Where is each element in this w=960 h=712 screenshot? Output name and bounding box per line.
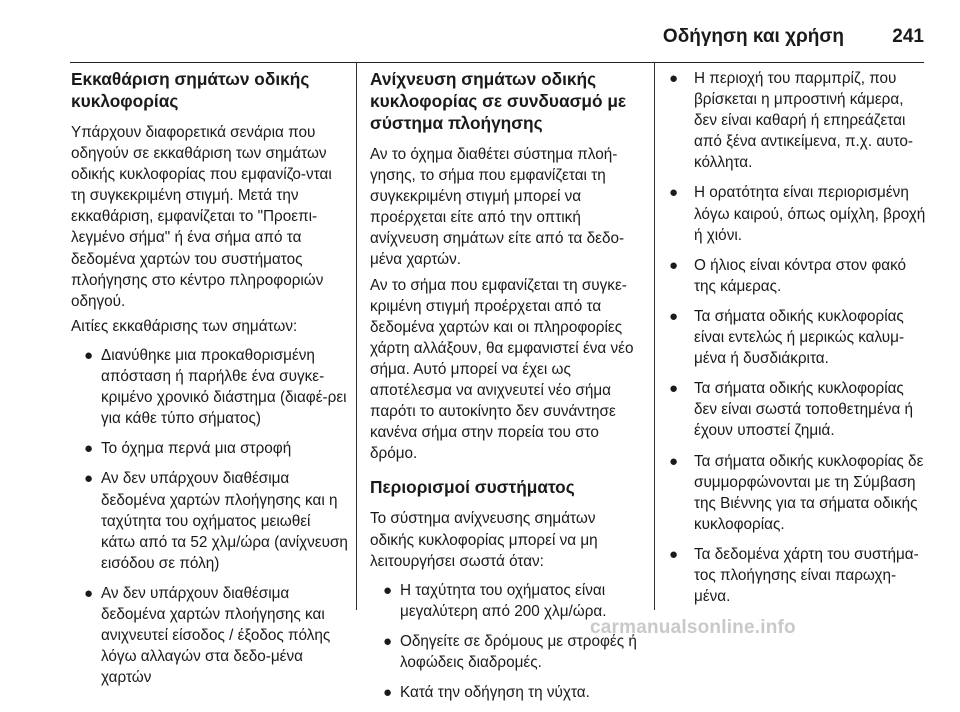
bullet-icon: ● — [84, 584, 94, 602]
list-item: ● Διανύθηκε μια προκαθορισμένη απόσταση ή παρήλθε ένα συγκε-κριμένο χρονικό διάστημα (διαφέ-ρει για κάθε τύπο σήματος) — [84, 346, 347, 428]
list-item: ● Οδηγείτε σε δρόμους με στροφές ή λοφώδεις διαδρομές. — [383, 632, 637, 671]
bullet-icon: ● — [84, 440, 94, 458]
paragraph: Αν το σήμα που εμφανίζεται τη συγκε-κριμένη στιγμή προέρχεται από τα δεδομένα χαρτών και οι πληροφορίες χάρτη αλλάξουν, θα εμφανιστεί ένα νέο σήμα. Αυτό μπορεί να έχει ως αποτέλεσμα να ανιχνευτεί νέο σήμα παρότι το αυτοκίνητο δεν συνάντησε κανένα σήμα στην πορεία του στο δρόμο. — [370, 276, 634, 463]
column-1 — [71, 68, 348, 697]
bullet-icon: ● — [669, 545, 679, 563]
header-divider — [70, 62, 924, 63]
bullet-list — [668, 68, 930, 607]
bullet-list — [71, 345, 348, 688]
bullet-icon: ● — [669, 70, 679, 87]
bullet-icon: ● — [669, 380, 679, 398]
list-item: ● Το όχημα περνά μια στροφή — [71, 438, 348, 459]
bullet-icon: ● — [84, 470, 94, 488]
bullet-icon: ● — [669, 307, 679, 325]
list-item: ● Η περιοχή του παρμπρίζ, που βρίσκεται η μπροστινή κάμερα, δεν είναι καθαρή ή επηρεάζεται από ξένα αντικείμενα, π.χ. αυτο-κόλλητα. — [669, 70, 913, 172]
bullet-list — [370, 580, 638, 703]
page-header — [70, 22, 924, 50]
heading-system-limits: Περιορισμοί συστήματος — [370, 477, 575, 498]
bullet-icon: ● — [383, 632, 393, 650]
paragraph: Αν το όχημα διαθέτει σύστημα πλοή-γησης, το σήμα που εμφανίζεται τη συγκεκριμένη στιγμή μπορεί να προέρχεται είτε από την οπτική ανίχνευση σημάτων είτε από τα δεδο-μένα χαρτών. — [370, 146, 625, 269]
section-title: Οδήγηση και χρήση — [662, 26, 844, 47]
column-3 — [668, 68, 930, 616]
list-item: ● Αν δεν υπάρχουν διαθέσιμα δεδομένα χαρτών πλοήγησης και ανιχνευτεί είσοδος / έξοδος πόλης λόγω αλλαγών στα δεδο-μένα χαρτών — [84, 584, 331, 687]
bullet-icon: ● — [669, 184, 679, 202]
bullet-icon: ● — [669, 452, 679, 470]
list-item: ● Τα δεδομένα χάρτη του συστήμα-τος πλοήγησης είναι παρωχη-μένα. — [669, 545, 919, 606]
heading-sign-clearing: Εκκαθάριση σημάτων οδικής κυκλοφορίας — [71, 69, 310, 111]
column-divider-1 — [356, 62, 357, 610]
list-item: ● Κατά την οδήγηση τη νύχτα. — [370, 682, 638, 703]
column-2 — [370, 68, 638, 712]
list-item: ● Η ταχύτητα του οχήματος είναι μεγαλύτερη από 200 χλμ/ώρα. — [383, 581, 607, 620]
list-item: ● Τα σήματα οδικής κυκλοφορίας είναι εντελώς ή μερικώς καλυμ-μένα ή δυσδιάκριτα. — [669, 307, 905, 368]
list-item: ● Τα σήματα οδικής κυκλοφορίας δε συμμορφώνονται με τη Σύμβαση της Βιέννης για τα σήματα οδικής κυκλοφορίας. — [669, 452, 924, 533]
paragraph: Υπάρχουν διαφορετικά σενάρια που οδηγούν σε εκκαθάριση των σημάτων οδικής κυκλοφορίας που εμφανίζο-νται τη συγκεκριμένη στιγμή. Μετά την εκκαθάριση, εμφανίζεται το "Προεπι-λεγμένο σήμα" ή ένα σήμα από τα δεδομένα χαρτών του συστήματος πλοήγησης στο κέντρο πληροφοριών οδηγού. — [71, 124, 332, 310]
paragraph: Αιτίες εκκαθάρισης των σημάτων: — [71, 317, 298, 335]
bullet-icon: ● — [669, 256, 679, 274]
bullet-icon: ● — [383, 581, 393, 599]
page-number: 241 — [892, 26, 924, 47]
column-divider-2 — [654, 62, 655, 610]
list-item: ● Ο ήλιος είναι κόντρα στον φακό της κάμερας. — [669, 256, 907, 295]
list-item: ● Τα σήματα οδικής κυκλοφορίας δεν είναι σωστά τοποθετημένα ή έχουν υποστεί ζημιά. — [669, 380, 914, 440]
bullet-icon: ● — [84, 346, 94, 364]
list-item: ● Η ορατότητα είναι περιορισμένη λόγω καιρού, όπως ομίχλη, βροχή ή χιόνι. — [669, 184, 926, 244]
heading-navigation-detection: Ανίχνευση σημάτων οδικής κυκλοφορίας σε συνδυασμό με σύστημα πλοήγησης — [370, 69, 627, 133]
paragraph: Το σύστημα ανίχνευσης σημάτων οδικής κυκλοφορίας μπορεί να μη λειτουργήσει σωστά όταν: — [370, 510, 598, 570]
bullet-icon: ● — [383, 684, 393, 702]
list-item: ● Αν δεν υπάρχουν διαθέσιμα δεδομένα χαρτών πλοήγησης και η ταχύτητα του οχήματος μειωθεί κάτω από τα 52 χλμ/ώρα (ανίχνευση εισόδου σε πόλη) — [84, 470, 348, 572]
watermark: carmanualsonline.info — [590, 617, 796, 638]
